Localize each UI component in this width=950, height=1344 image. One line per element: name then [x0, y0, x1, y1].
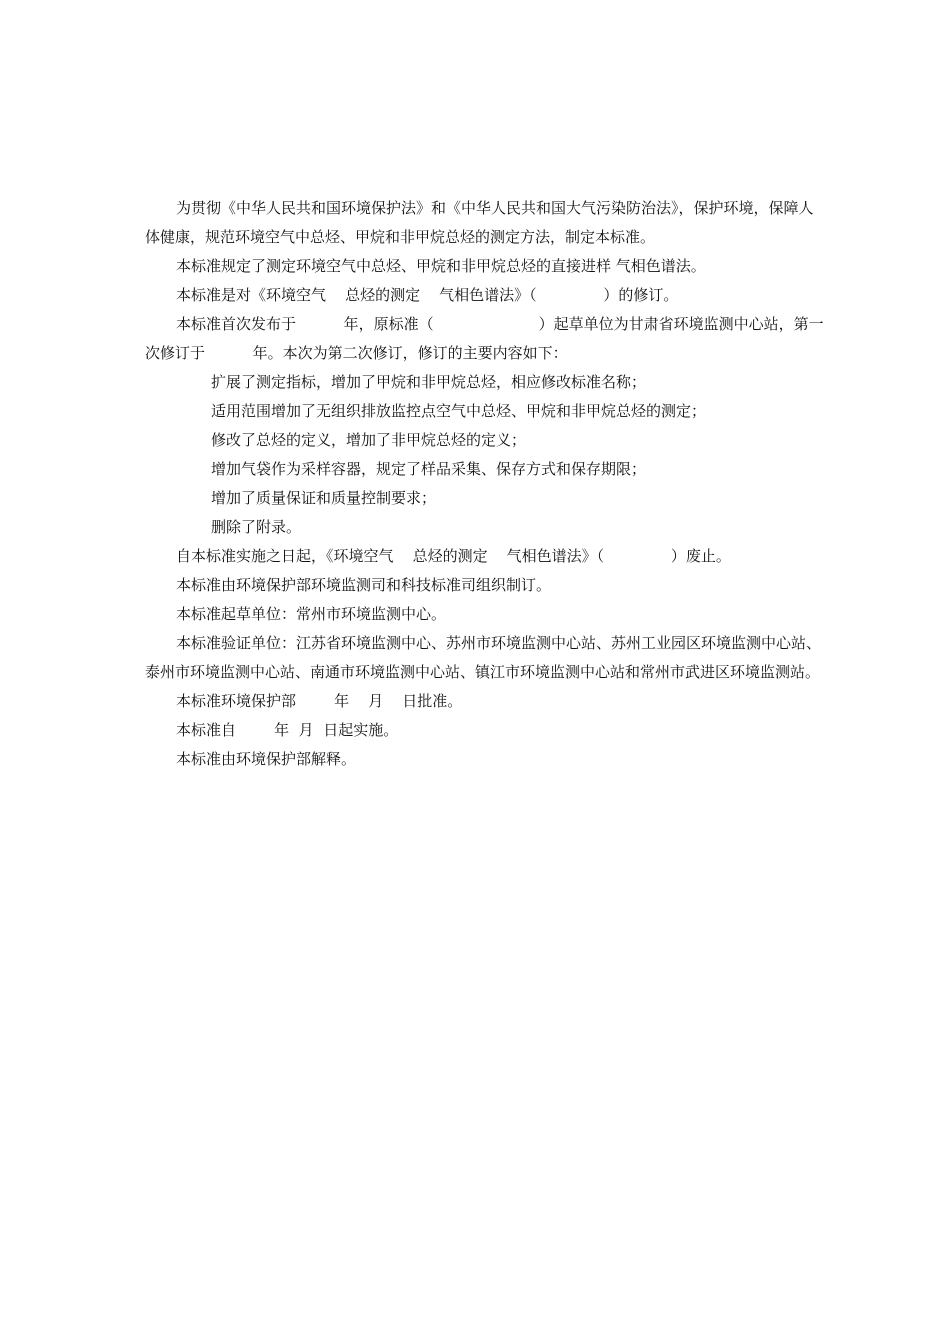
list-item: 删除了附录。 [211, 518, 302, 536]
list-item: 增加气袋作为采样容器，规定了样品采集、保存方式和保存期限； [211, 460, 647, 478]
list-item: 扩展了测定指标，增加了甲烷和非甲烷总烃，相应修改标准名称； [211, 373, 647, 391]
paragraph-approval-date: 本标准环境保护部 年 月 日批准。 [176, 692, 463, 710]
paragraph-history: 本标准首次发布于 年，原标准（ ）起草单位为甘肃省环境监测中心站，第一次修订于 年。本次为第二次修订，修订的主要内容如下： [145, 315, 824, 362]
foreword-body [145, 194, 825, 774]
paragraph-verification-units: 本标准验证单位：江苏省环境监测中心、苏州市环境监测中心站、苏州工业园区环境监测中心站、泰州市环境监测中心站、南通市环境监测中心站、镇江市环境监测中心站和常州市武进区环境监测站。 [145, 634, 822, 681]
paragraph-interpretation: 本标准由环境保护部解释。 [176, 750, 357, 768]
paragraph-organizer: 本标准由环境保护部环境监测司和科技标准司组织制订。 [176, 576, 552, 594]
paragraph-purpose: 为贯彻《中华人民共和国环境保护法》和《中华人民共和国大气污染防治法》，保护环境，保障人体健康，规范环境空气中总烃、甲烷和非甲烷总烃的测定方法，制定本标准。 [145, 199, 814, 246]
paragraph-drafting-unit: 本标准起草单位：常州市环境监测中心。 [176, 605, 447, 623]
revision-list [145, 368, 825, 542]
list-item: 修改了总烃的定义，增加了非甲烷总烃的定义； [211, 431, 527, 449]
list-item: 适用范围增加了无组织排放监控点空气中总烃、甲烷和非甲烷总烃的测定； [211, 402, 707, 420]
paragraph-effective-date: 本标准自 年 月 日起实施。 [176, 721, 399, 739]
paragraph-supersedes: 自本标准实施之日起，《环境空气 总烃的测定 气相色谱法》（ ）废止。 [176, 547, 731, 565]
list-item: 增加了质量保证和质量控制要求； [211, 489, 437, 507]
paragraph-scope: 本标准规定了测定环境空气中总烃、甲烷和非甲烷总烃的直接进样 气相色谱法。 [176, 257, 706, 275]
paragraph-revision-of: 本标准是对《环境空气 总烃的测定 气相色谱法》（ ）的修订。 [176, 286, 679, 304]
